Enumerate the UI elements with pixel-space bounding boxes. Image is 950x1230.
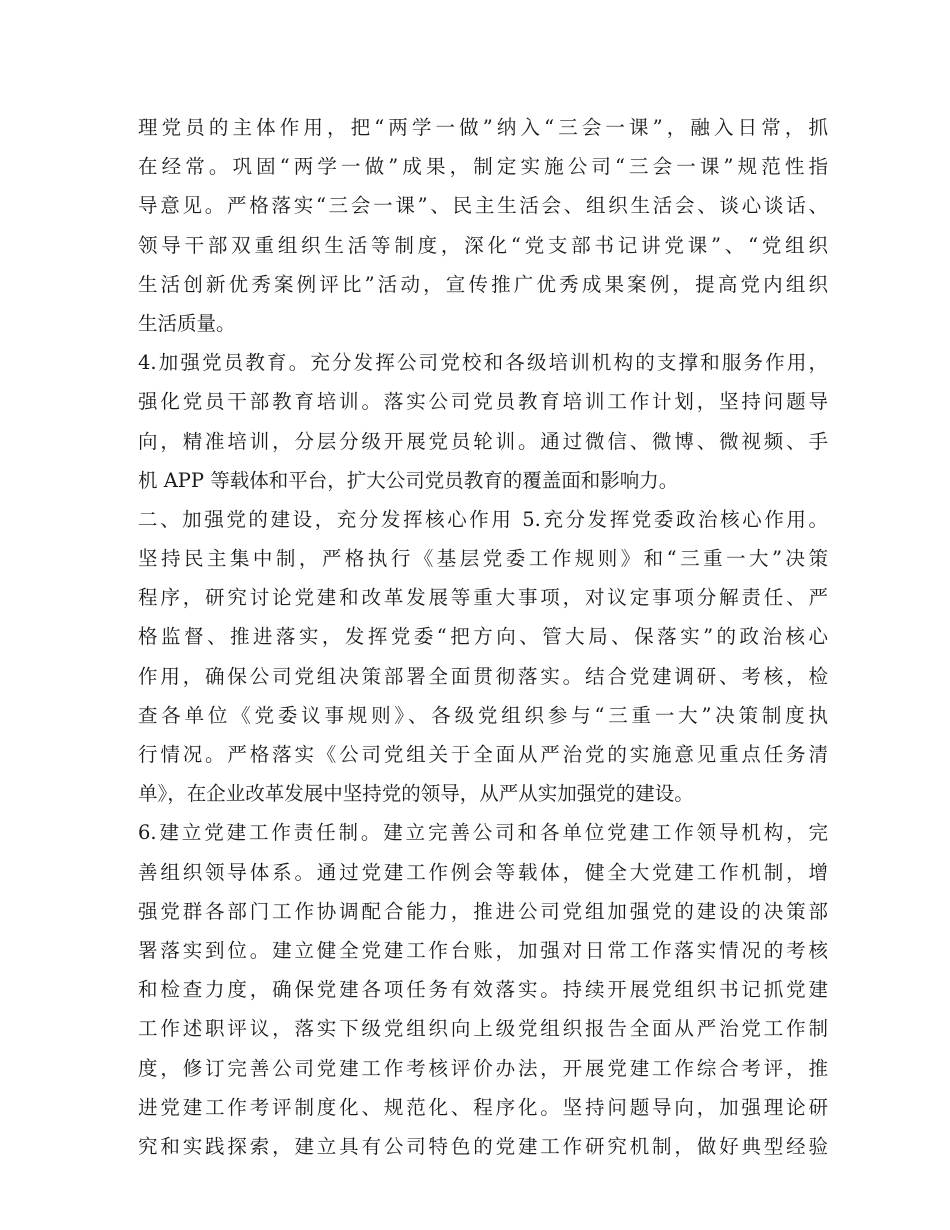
text-line: 二、加强党的建设，充分发挥核心作用 5.充分发挥党委政治核心作用。 — [138, 507, 828, 531]
text-line: 生活质量。 — [138, 311, 236, 335]
text-line: 坚持民主集中制，严格执行《基层党委工作规则》和“三重一大”决策 — [138, 547, 828, 571]
text-line: 向，精准培训，分层分级开展党员轮训。通过微信、微博、微视频、手 — [138, 429, 828, 453]
text-line: 署落实到位。建立健全党建工作台账，加强对日常工作落实情况的考核 — [138, 938, 828, 962]
text-line: 单》，在企业改革发展中坚持党的领导，从严从实加强党的建设。 — [138, 782, 694, 806]
text-line: 进党建工作考评制度化、规范化、程序化。坚持问题导向，加强理论研 — [138, 1095, 828, 1119]
text-line: 强化党员干部教育培训。落实公司党员教育培训工作计划，坚持问题导 — [138, 390, 828, 414]
text-line: 度，修订完善公司党建工作考核评价办法，开展党建工作综合考评，推 — [138, 1056, 828, 1080]
text-line: 导意见。严格落实“三会一课”、民主生活会、组织生活会、谈心谈话、 — [138, 194, 828, 218]
text-line: 领导干部双重组织生活等制度，深化“党支部书记讲党课”、“党组织 — [138, 233, 828, 257]
text-line: 作用，确保公司党组决策部署全面贯彻落实。结合党建调研、考核，检 — [138, 664, 828, 688]
text-line: 在经常。巩固“两学一做”成果，制定实施公司“三会一课”规范性指 — [138, 155, 828, 179]
text-line: 程序，研究讨论党建和改革发展等重大事项，对议定事项分解责任、严 — [138, 586, 828, 610]
text-line: 理党员的主体作用，把“两学一做”纳入“三会一课”，融入日常，抓 — [138, 116, 828, 139]
text-line: 生活创新优秀案例评比”活动，宣传推广优秀成果案例，提高党内组织 — [138, 272, 828, 296]
text-line: 善组织领导体系。通过党建工作例会等载体，健全大党建工作机制，增 — [138, 860, 828, 884]
text-line: 4.加强党员教育。充分发挥公司党校和各级培训机构的支撑和服务作用， — [138, 351, 828, 375]
text-line: 格监督、推进落实，发挥党委“把方向、管大局、保落实”的政治核心 — [138, 625, 828, 649]
text-line: 究和实践探索，建立具有公司特色的党建工作研究机制，做好典型经验 — [138, 1134, 828, 1158]
text-line: 6.建立党建工作责任制。建立完善公司和各单位党建工作领导机构，完 — [138, 821, 828, 845]
text-line: 工作述职评议，落实下级党组织向上级党组织报告全面从严治党工作制 — [138, 1017, 828, 1041]
text-line: 和检查力度，确保党建各项任务有效落实。持续开展党组织书记抓党建 — [138, 978, 828, 1002]
text-line: 行情况。严格落实《公司党组关于全面从严治党的实施意见重点任务清 — [138, 743, 828, 766]
text-line: 强党群各部门工作协调配合能力，推进公司党组加强党的建设的决策部 — [138, 899, 828, 923]
text-line: 查各单位《党委议事规则》、各级党组织参与“三重一大”决策制度执 — [138, 703, 828, 727]
document-body — [138, 108, 828, 1166]
text-line: 机 APP 等载体和平台，扩大公司党员教育的覆盖面和影响力。 — [138, 468, 679, 492]
